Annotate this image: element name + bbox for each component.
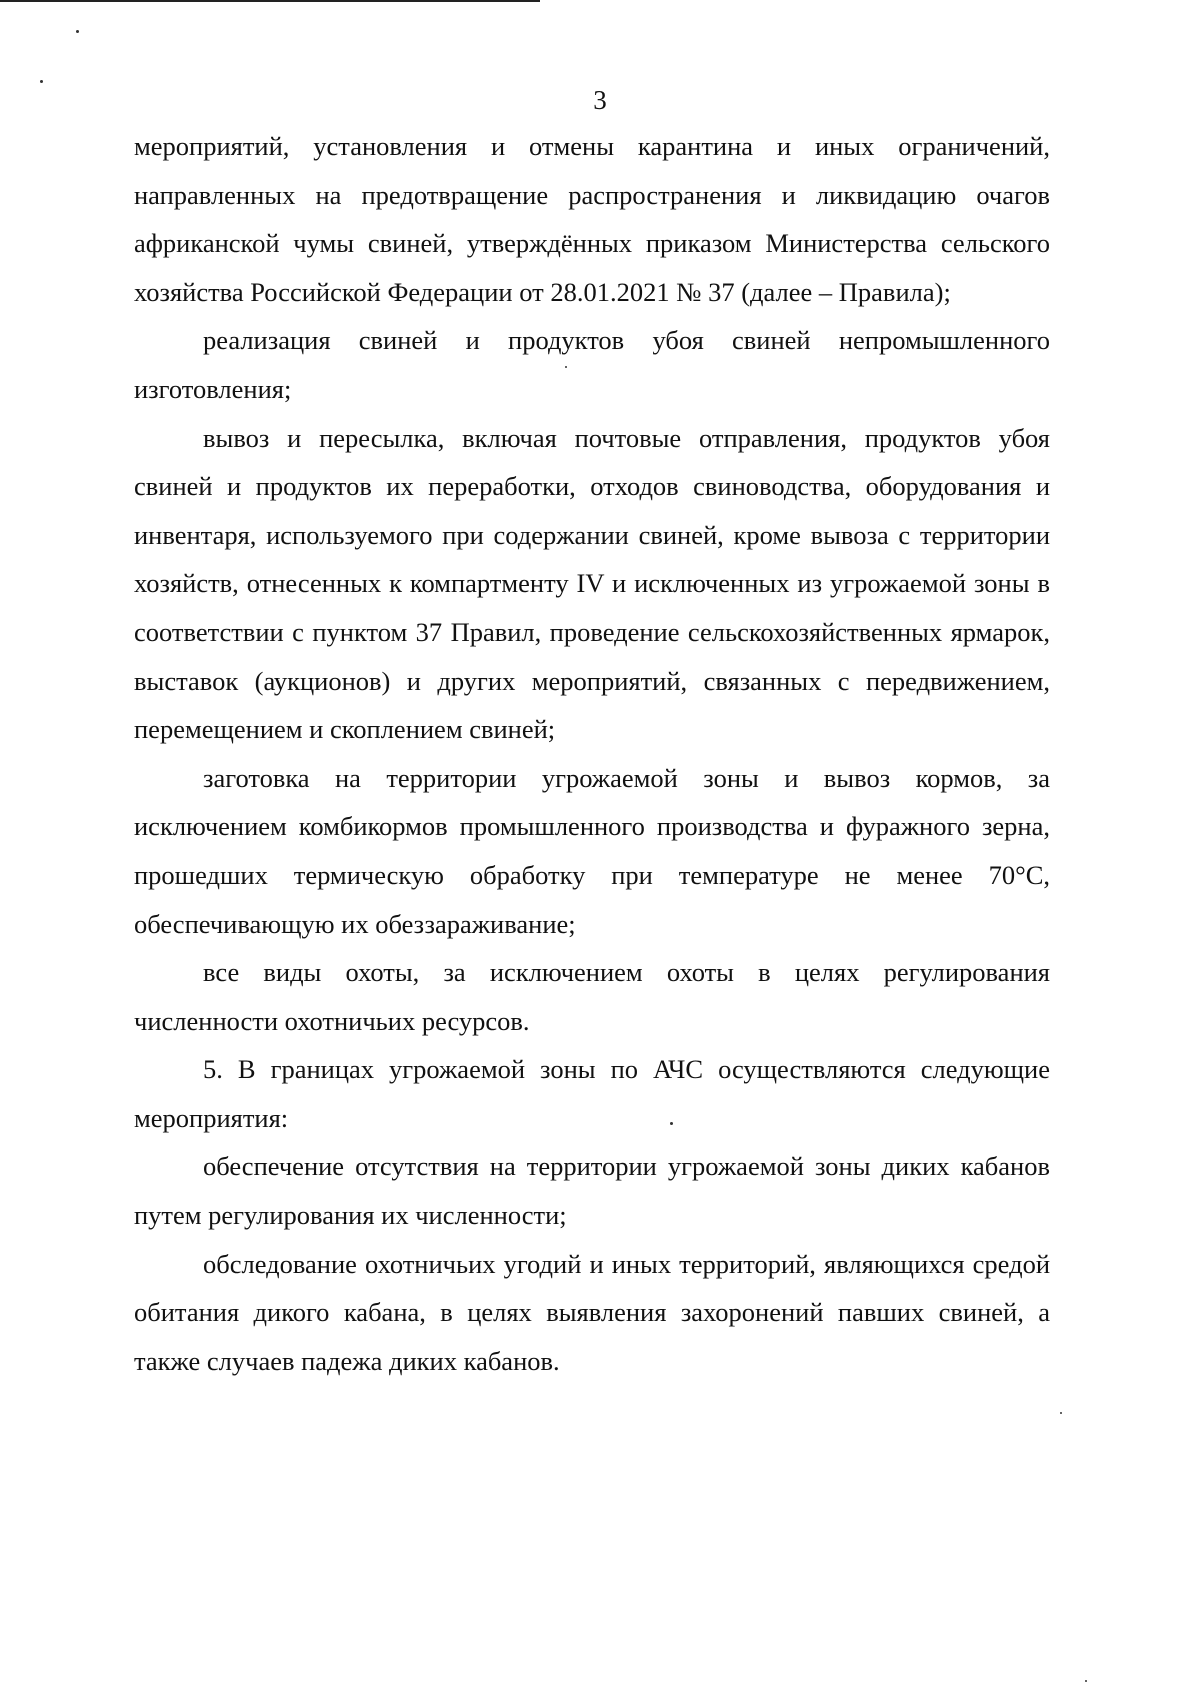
scan-speck: [76, 30, 79, 33]
paragraph-1: мероприятий, установления и отмены карантина и иных ограничений, направленных на предотвращение распространения и ликвидацию очагов африканской чумы свиней, утверждённых приказом Министерства сельского хозяйства Российской Федерации от 28.01.2021 № 37 (далее – Правила);: [134, 131, 1050, 307]
scan-speck: [1085, 1680, 1087, 1682]
paragraph-3: вывоз и пересылка, включая почтовые отправления, продуктов убоя свиней и продуктов их переработки, отходов свиноводства, оборудования и инвентаря, используемого при содержании свиней, кроме вывоза с территории хозяйств, отнесенных к компартменту IV и исключенных из угрожаемой зоны в соответствии с пунктом 37 Правил, проведение сельскохозяйственных ярмарок, выставок (аукционов) и других мероприятий, связанных с передвижением, перемещением и скоплением свиней;: [134, 422, 1050, 745]
page-number: 3: [593, 85, 607, 115]
scan-speck: [565, 366, 567, 368]
document-body: [134, 122, 1050, 1385]
paragraph-2: реализация свиней и продуктов убоя свиней непромышленного изготовления;: [134, 325, 1050, 404]
paragraph-8: обследование охотничьих угодий и иных территорий, являющихся средой обитания дикого кабана, в целях выявления захоронений павших свиней, а также случаев падежа диких кабанов.: [134, 1248, 1050, 1376]
paragraph-4: заготовка на территории угрожаемой зоны и вывоз кормов, за исключением комбикормов промышленного производства и фуражного зерна, прошедших термическую обработку при температуре не менее 70°С, обеспечивающую их обеззараживание;: [134, 762, 1050, 939]
paragraph-6: 5. В границах угрожаемой зоны по АЧС осуществляются следующие мероприятия:: [134, 1054, 1050, 1133]
paragraph-7: обеспечение отсутствия на территории угрожаемой зоны диких кабанов путем регулирования их численности;: [134, 1151, 1050, 1231]
scan-speck: [670, 1122, 673, 1125]
scan-speck: [40, 80, 43, 83]
scan-speck: [1060, 1412, 1062, 1414]
scan-edge-line: [0, 0, 540, 2]
paragraph-5: все виды охоты, за исключением охоты в целях регулирования численности охотничьих ресурсов.: [134, 957, 1050, 1036]
